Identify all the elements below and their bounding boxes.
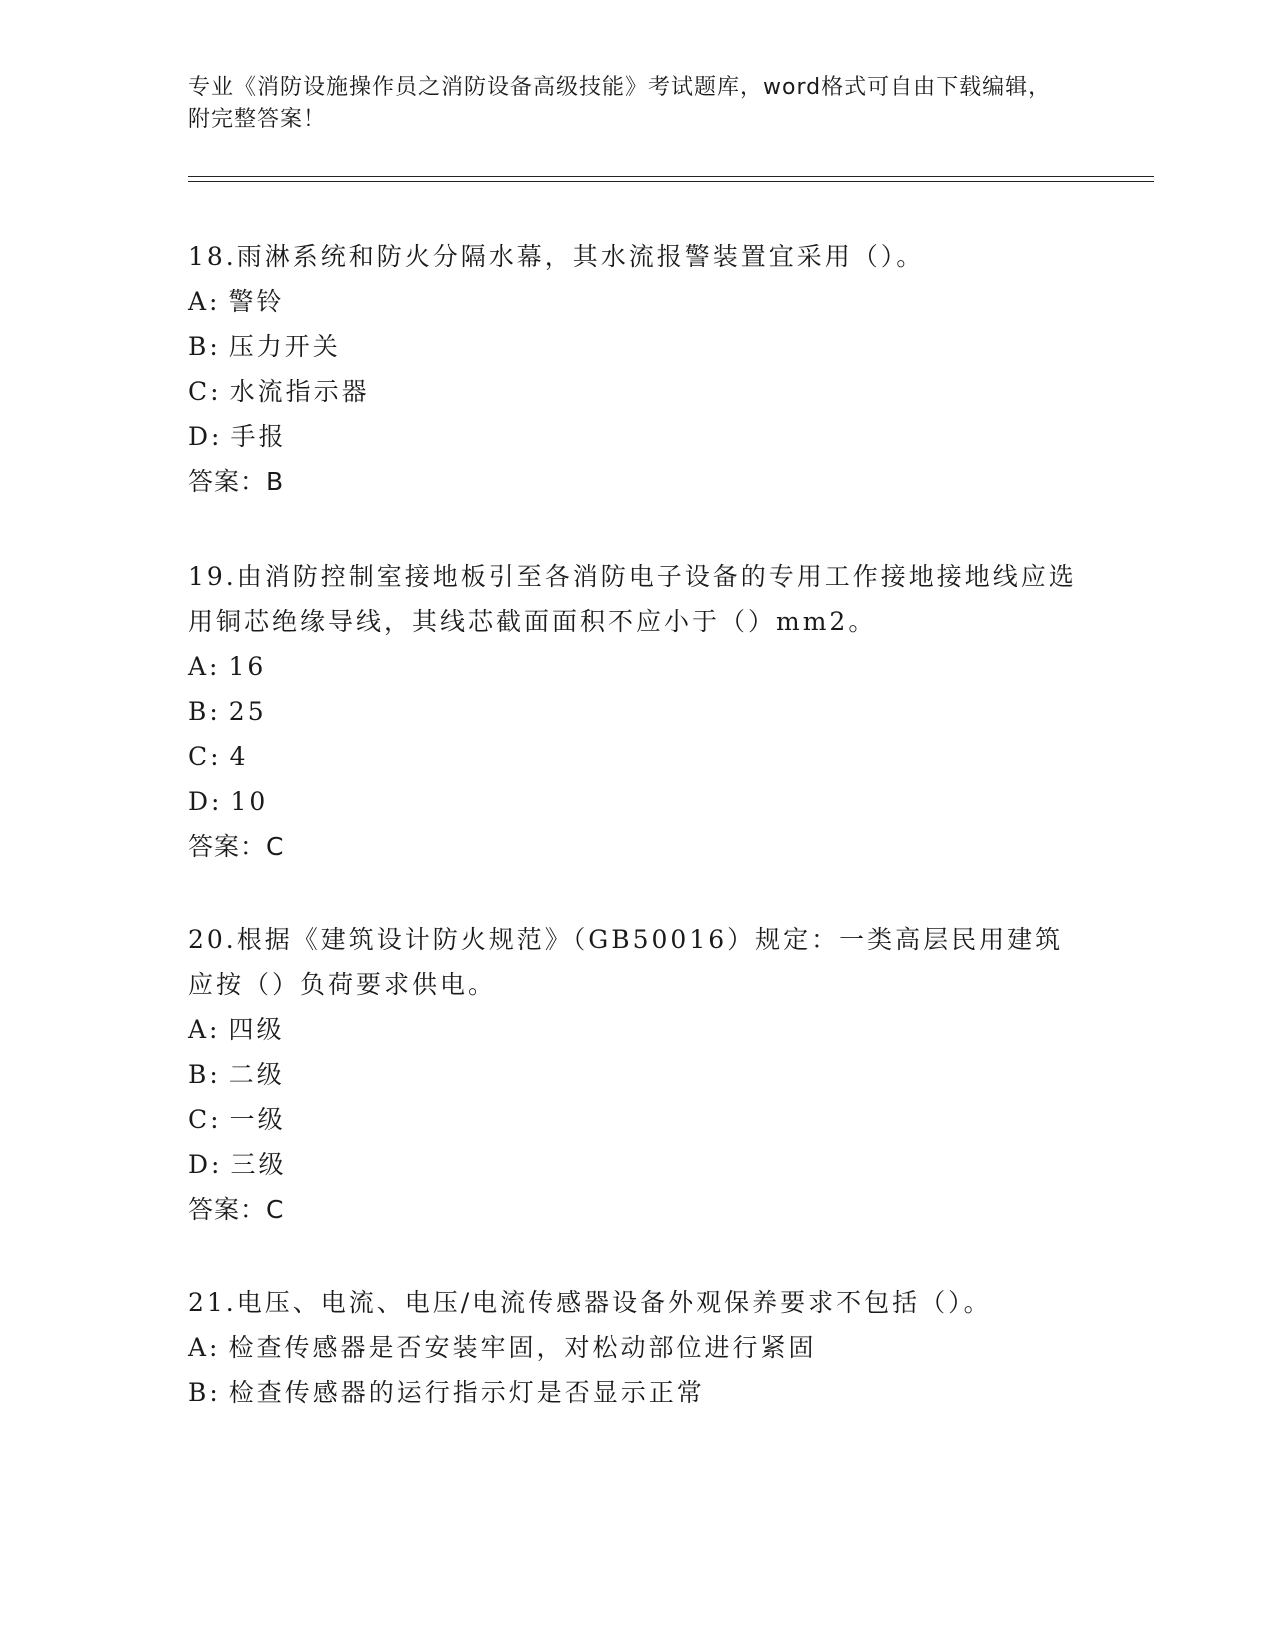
option-text: 警铃 — [228, 287, 285, 316]
option-text: 三级 — [230, 1150, 287, 1179]
option-letter: B: — [188, 332, 221, 361]
question-19 — [188, 554, 1088, 869]
option-d — [188, 414, 1088, 459]
option-text: 检查传感器的运行指示灯是否显示正常 — [228, 1378, 705, 1407]
option-b — [188, 1052, 1088, 1097]
option-b — [188, 1370, 1088, 1415]
option-a — [188, 644, 1088, 689]
option-letter: A: — [188, 287, 221, 316]
option-a — [188, 1325, 1088, 1370]
option-text: 二级 — [228, 1060, 285, 1089]
question-stem: 21.电压、电流、电压/电流传感器设备外观保养要求不包括（）。 — [188, 1288, 992, 1317]
option-letter: B: — [188, 1060, 221, 1089]
question-20 — [188, 917, 1088, 1232]
option-letter: B: — [188, 697, 221, 726]
document-header: 专业《消防设施操作员之消防设备高级技能》考试题库，word格式可自由下载编辑，附完整答案！ — [188, 75, 1052, 132]
option-text: 16 — [228, 652, 267, 681]
question-stem: 20.根据《建筑设计防火规范》（GB50016）规定：一类高层民用建筑应按（）负荷要求供电。 — [188, 925, 1064, 999]
question-stem: 19.由消防控制室接地板引至各消防电子设备的专用工作接地接地线应选用铜芯绝缘导线，其线芯截面面积不应小于（）mm2。 — [188, 562, 1077, 636]
answer: 答案：B — [188, 467, 285, 496]
option-letter: C: — [188, 1105, 222, 1134]
option-text: 4 — [229, 742, 249, 771]
option-letter: D: — [188, 1150, 223, 1179]
option-letter: D: — [188, 787, 223, 816]
option-letter: A: — [188, 652, 221, 681]
option-letter: C: — [188, 742, 222, 771]
answer: 答案：C — [188, 832, 285, 861]
option-text: 水流指示器 — [229, 377, 370, 406]
option-text: 10 — [230, 787, 269, 816]
option-text: 四级 — [228, 1015, 285, 1044]
option-b — [188, 689, 1088, 734]
header-divider-bottom — [188, 181, 1154, 182]
option-letter: A: — [188, 1333, 221, 1362]
answer: 答案：C — [188, 1195, 285, 1224]
option-a — [188, 1007, 1088, 1052]
option-letter: A: — [188, 1015, 221, 1044]
option-text: 手报 — [230, 422, 287, 451]
question-18 — [188, 234, 1088, 504]
option-text: 压力开关 — [228, 332, 341, 361]
option-letter: B: — [188, 1378, 221, 1407]
option-d — [188, 1142, 1088, 1187]
option-text: 一级 — [229, 1105, 286, 1134]
option-a — [188, 279, 1088, 324]
question-stem: 18.雨淋系统和防火分隔水幕，其水流报警装置宜采用（）。 — [188, 242, 925, 271]
option-c — [188, 369, 1088, 414]
option-c — [188, 1097, 1088, 1142]
option-letter: C: — [188, 377, 222, 406]
header-divider-top — [188, 176, 1154, 177]
option-text: 25 — [228, 697, 267, 726]
option-b — [188, 324, 1088, 369]
option-c — [188, 734, 1088, 779]
option-letter: D: — [188, 422, 223, 451]
option-text: 检查传感器是否安装牢固，对松动部位进行紧固 — [228, 1333, 817, 1362]
option-d — [188, 779, 1088, 824]
question-21 — [188, 1280, 1088, 1415]
